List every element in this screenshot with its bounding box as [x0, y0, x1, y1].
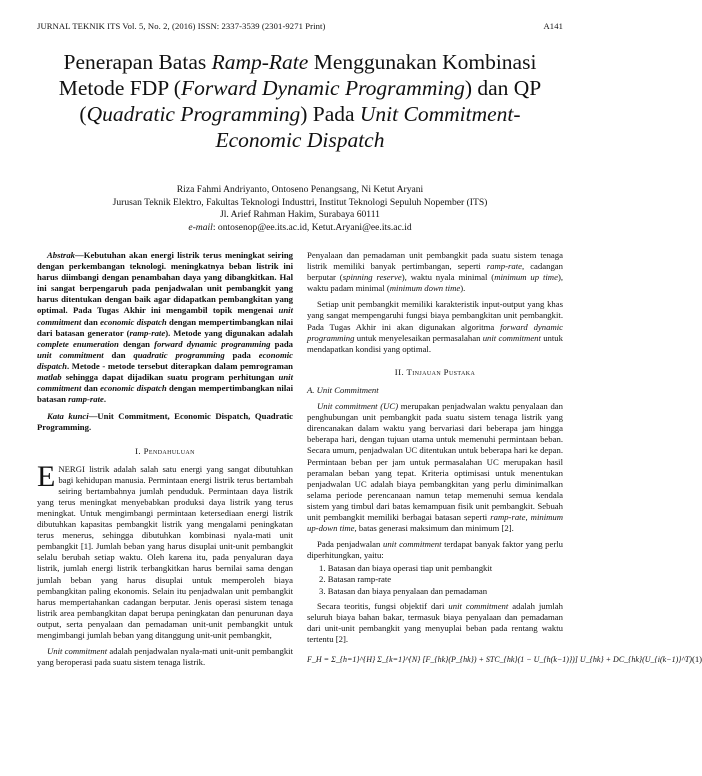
- paper-title: [40, 49, 560, 153]
- keywords: [37, 411, 293, 433]
- abstract-text: . Metode - metode tersebut diterapkan dalam pemrograman: [66, 360, 293, 371]
- author-address: Jl. Arief Rahman Hakim, Surabaya 60111: [220, 209, 380, 221]
- equation-body: F_H = Σ_{h=1}^{H} Σ_{k=1}^{N} [F_{hk}(P_{hk}) + STC_{hk}(1 − U_{h(k−1)})] U_{hk} + DC_{hk}(U_{i(k−1)}^T): [307, 655, 692, 664]
- uc-paragraph-2: [307, 539, 563, 561]
- abstract-em: matlab: [37, 372, 62, 383]
- intro-em: Unit commitment: [47, 646, 108, 657]
- author-names: Riza Fahmi Andriyanto, Ontoseno Penangsang, Ni Ketut Aryani: [176, 184, 424, 195]
- text-run: ).: [460, 283, 466, 294]
- abstract: [37, 250, 293, 405]
- author-affiliation: Jurusan Teknik Elektro, Fakultas Teknologi Industtri, Institut Teknologi Sepuluh Nopember (ITS): [112, 196, 488, 208]
- text-em: Unit commitment (UC): [317, 401, 399, 412]
- drop-cap: E: [37, 459, 56, 493]
- abstract-text: dengan mempertimbangkan nilai dari batasan generator (: [37, 316, 293, 338]
- title-part-em: Quadratic Programming: [86, 102, 301, 126]
- journal-info: JURNAL TEKNIK ITS Vol. 5, No. 2, (2016) ISSN: 2337-3539 (2301-9271 Print): [37, 21, 326, 31]
- email-label: e-mail: [188, 221, 213, 233]
- title-part: ) dan QP (: [79, 76, 542, 126]
- list-item: 1. Batasan dan biaya operasi tiap unit pembangkit: [319, 563, 493, 574]
- keywords-text: —Unit Commitment, Economic Dispatch, Quadratic Programming.: [37, 411, 293, 433]
- title-part-em: Ramp-Rate: [211, 50, 309, 74]
- text-em: ramp-rate: [486, 261, 523, 272]
- uc-paragraph-1: [307, 401, 563, 534]
- right-paragraph-1: [307, 250, 563, 294]
- factor-list: [307, 563, 563, 596]
- text-em: unit commitment: [482, 332, 541, 343]
- text-run: untuk mendapatkan kondisi yang optimal.: [307, 332, 563, 354]
- text-run: Setiap unit pembangkit memiliki karakteristik input-output yang khas yang sangat mempengaruhi fungsi biaya pembangkitan unit pembangkit. Pada Tugas Akhir ini akan digunakan algoritma: [307, 299, 563, 332]
- text-run: terdapat banyak faktor yang perlu diperhitungkan, yaitu:: [307, 539, 563, 561]
- abstract-text: dan: [103, 349, 134, 360]
- keywords-label: Kata kunci: [47, 411, 89, 422]
- right-column: [307, 250, 702, 665]
- text-run: , batas generasi maksimum dan minimum [2].: [354, 523, 514, 534]
- abstract-em: forward dynamic programming: [154, 338, 271, 349]
- abstract-text: pada: [224, 349, 259, 360]
- abstract-text: ). Metode yang digunakan adalah: [165, 327, 293, 338]
- text-run: adalah jumlah seluruh biaya bahan bakar, termasuk biaya penyalaan dan pemadaman dari unit-unit pembangkit yang menyuplai beban pada rentang waktu tertentu [2].: [307, 600, 563, 644]
- text-run: , cadangan berputar (: [307, 261, 563, 283]
- title-part: Penerapan Batas: [63, 50, 212, 74]
- abstract-label: Abstrak: [47, 250, 76, 260]
- author-block: [40, 184, 560, 234]
- abstract-em: ramp-rate: [129, 327, 166, 338]
- abstract-text: .: [103, 394, 107, 405]
- text-em: spinning reserve: [342, 272, 402, 283]
- abstract-text: dan: [81, 316, 101, 327]
- text-run: ), waktu padam minimal (: [307, 272, 564, 294]
- section-heading-1: I. Pendahuluan: [135, 445, 195, 456]
- text-em: minimum up-down time: [307, 511, 564, 534]
- text-em: minimum down time: [389, 283, 461, 294]
- text-run: untuk menyelesaikan permasalahan: [354, 332, 483, 343]
- title-part-em: Unit Commitment-Economic Dispatch: [215, 102, 521, 152]
- text-em: ramp-rate: [490, 511, 526, 522]
- subsection-heading: A. Unit Commitment: [307, 384, 379, 395]
- abstract-em: unit commitment: [37, 305, 293, 327]
- text-run: ), waktu nyala minimal (: [401, 272, 495, 283]
- title-part-em: Forward Dynamic Programming: [180, 76, 465, 100]
- list-item: 3. Batasan dan biaya penyalaan dan pemadaman: [319, 585, 488, 596]
- left-column: [37, 250, 293, 673]
- abstract-text: sehingga dapat dijadikan suatu program perhitungan: [61, 372, 279, 383]
- intro-paragraph-2: [37, 646, 293, 668]
- abstract-text: pada: [270, 338, 293, 349]
- text-run: Pada penjadwalan: [317, 539, 383, 550]
- text-run: Penyalaan dan pemadaman unit pembangkit pada suatu sistem tenaga listrik memiliki banyak pertimbangan, seperti: [307, 250, 563, 272]
- equation-1: [307, 654, 702, 665]
- title-part: Menggunakan Kombinasi Metode FDP (: [58, 50, 537, 100]
- intro-text-2: adalah penjadwalan nyala-mati unit-unit pembangkit yang beroperasi pada suatu sistem tenaga listrik.: [37, 646, 293, 668]
- intro-paragraph: [37, 459, 293, 642]
- abstract-text: dan: [81, 383, 101, 394]
- abstract-em: unit commitment: [37, 372, 293, 394]
- text-em: minimum up time: [494, 272, 558, 283]
- abstract-em: economic dispatch: [37, 349, 293, 371]
- abstract-em: economic dispatch: [100, 383, 167, 394]
- right-paragraph-2: [307, 299, 563, 354]
- abstract-em: ramp-rate: [68, 394, 104, 405]
- section-heading-2: II. Tinjauan Pustaka: [394, 366, 476, 377]
- abstract-text: dengan: [118, 338, 155, 349]
- list-item: 2. Batasan ramp-rate: [319, 574, 392, 585]
- text-em: unit commitment: [448, 600, 509, 611]
- text-run: ,: [525, 511, 531, 522]
- text-em: forward dynamic programming: [307, 321, 564, 343]
- intro-text: NERGI listrik adalah salah satu energi yang sangat dibutuhkan bagi kehidupan manusia. Permintaan energi listrik terus bertambah seiring bertambahnya jumlah penduduk. Permintaan daya listrik yang terus meningkat menyebabkan produksi daya listrik yang terus meningkat. Untuk mengimbangi permintaan ketersediaan energi listrik dibutuhkan kapasitas pembangkit listrik yang mengalami peningkatan terus menerus, sehingga dibutuhkan kombinasi nyala-mati unit pembangkit [1]. Jumlah beban yang harus disuplai unit-unit pembangkit selalu berubah setiap waktu. Oleh karena itu, pada penyaluran daya listrik, jumlah energi listrik terbangkitkan harus bernilai sama dengan jumlah beban yang harus disuplai untuk memperoleh biaya pembangkitan paling ekonomis. Selain itu penjadwalan unit pembangkit harus mempertahankan cadangan berputar. Jenis operasi sistem tenaga listrik area pembangkitan dapat berupa peningkatan dan penurunan daya output, serta penyalaan dan pemadaman unit-unit pembangkit untuk mengimbangi jumlah beban yang ditanggung unit-unit pembangkit,: [37, 463, 293, 640]
- equation-number: (1): [691, 654, 702, 664]
- page-number: A141: [543, 21, 563, 31]
- abstract-em: unit commitment: [37, 349, 104, 360]
- text-run: Secara teoritis, fungsi objektif dari: [317, 600, 449, 611]
- title-part: ) Pada: [300, 102, 360, 126]
- author-email: [40, 222, 560, 235]
- abstract-text: —Kebutuhan akan energi listrik terus meningkat seiring dengan perkembangan teknologi. meningkatnya beban listrik ini harus diimbangi dengan penambahan daya yang dibangkitkan. Hal ini sangat berpengaruh pada penjadwalan unit pembangkit yang harus ditentukan dengan baik agar didapatkan pembangkitan yang optimal. Pada Tugas Akhir ini mengambil topik mengenai: [37, 250, 293, 316]
- email-value: : ontosenop@ee.its.ac.id, Ketut.Aryani@ee.its.ac.id: [212, 221, 412, 233]
- abstract-text: dengan mempertimbangkan nilai batasan: [37, 383, 293, 405]
- abstract-em: economic dispatch: [100, 316, 167, 327]
- text-run: merupakan penjadwalan waktu penyalaan dan penghubungan unit pembangkit pada suatu sistem tenaga listrik yang direncanakan dalam waktu yang bervariasi dari beberapa jam hingga beberapa hari, dengan tujuan utama untuk memenuhi permintaan beban. Secara umum, penjadwalan UC ditentukan untuk beberapa hari ke depan. Permintaan beban per jam untuk permasalahan UC merupakan hasil peramalan beban yang tepat. Kriteria optimisasi untuk menentukan penjadwalan UC adalah biaya pembangkitan yang perlu diminimalkan selama periode perencanaan namun tetap memenuhi semua kendala sistem yang timbul dari batas kemampuan fisik unit pembangkit. Sebuah unit pembangkit memiliki berbagai batasan seperti: [307, 401, 563, 522]
- uc-paragraph-3: [307, 601, 563, 645]
- running-header: [37, 21, 563, 31]
- text-em: unit commitment: [382, 539, 442, 550]
- abstract-em: complete enumeration: [37, 338, 119, 349]
- abstract-em: quadratic programming: [133, 349, 225, 360]
